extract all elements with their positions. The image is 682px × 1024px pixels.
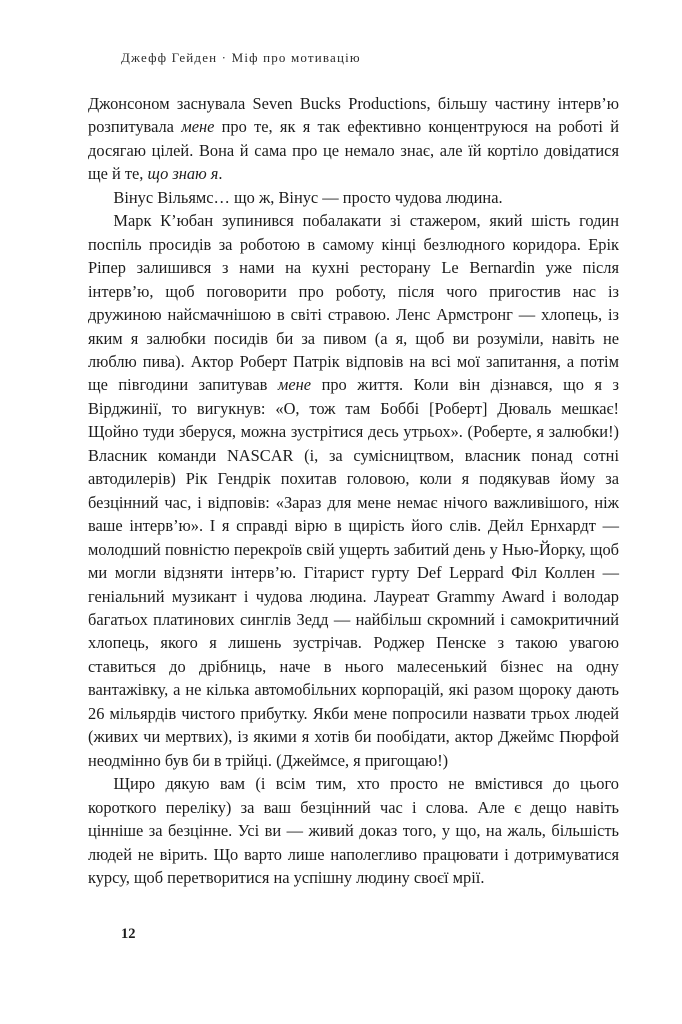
- running-header-text: Джефф Гейден · Міф про мотивацію: [121, 50, 361, 65]
- italic-text-run: що знаю я: [147, 164, 219, 184]
- page-body: [88, 92, 619, 889]
- text-run: Щиро дякую вам (і всім тим, хто просто не вмістився до цього короткого переліку) за ваш безцінний час і слова. Але є дещо навіть цінніше за безцінне. Усі ви — живий доказ того, у що, на жаль, більшість людей не вірить. Що варто лише наполегливо працювати і дотримуватися курсу, щоб перетворитися на успішну людину своєї мрії.: [88, 774, 619, 887]
- text-run: .: [218, 164, 223, 184]
- paragraph: [88, 186, 619, 209]
- italic-text-run: мене: [277, 375, 312, 395]
- text-run: Джонсоном заснувала Seven Bucks Productions, більшу частину інтерв’ю розпитувала: [88, 94, 619, 137]
- paragraph: [88, 92, 619, 186]
- text-run: Марк К’юбан зупинився побалакати зі стажером, який шість годин поспіль просидів за роботою в самому кінці безлюдного коридора. Ерік Ріпер залишився з нами на кухні ресторану Le Bernardin уже після інтерв’ю, щоб поговорити про роботу, після чого пригостив нас із дружиною найсмачнішою в світі стравою. Ленс Армстронг — хлопець, із яким я залюбки посидів би за пивом (а я, щоб ви розуміли, навіть не люблю пива). Актор Роберт Патрік відповів на всі мої запитання, а потім ще півгодини запитував: [88, 211, 619, 395]
- text-run: Вінус Вільямс… що ж, Вінус — просто чудова людина.: [113, 187, 503, 207]
- paragraph: [88, 772, 619, 889]
- running-header: [121, 50, 361, 66]
- paragraph: [88, 209, 619, 772]
- text-run: про життя. Коли він дізнався, що я з Вірджинії, то вигукнув: «О, тож там Боббі [Роберт] Дюваль мешкає! Щойно туди зберуся, можна зустрітися десь утрьох». (Роберте, я залюбки!) Власник команди NASCAR (і, за сумісництвом, власник понад сотні автодилерів) Рік Гендрік похитав головою, коли я подякував йому за безцінний час, і відповів: «Зараз для мене немає нічого важливішого, ніж ваше інтерв’ю». І я справді вірю в щирість його слів. Дейл Ернхардт — молодший повністю перекроїв свій ущерть забитий день у Нью-Йорку, щоб ми могли відзняти інтерв’ю. Гітарист гурту Def Leppard Філ Коллен — геніальний музикант і чудова людина. Лауреат Grammy Award і володар багатьох платинових синглів Зедд — найбільш скромний і самокритичний хлопець, якого я лишень зустрічав. Роджер Пенске з такою увагою ставиться до дрібниць, наче в нього малесенький бізнес на одну вантажівку, а не кілька автомобільних корпорацій, які разом щороку дають 26 мільярдів чистого прибутку. Якби мене попросили назвати трьох людей (живих чи мертвих), із якими я хотів би пообідати, актор Джеймс Пюрфой неодмінно був би в трійці. (Джеймсе, я пригощаю!): [88, 375, 620, 770]
- text-run: про те, як я так ефективно концентруюся на роботі й досягаю цілей. Вона й сама про це немало знає, але їй кортіло довідатися ще й те,: [88, 117, 619, 184]
- italic-text-run: мене: [181, 117, 215, 137]
- page-number: 12: [121, 926, 136, 942]
